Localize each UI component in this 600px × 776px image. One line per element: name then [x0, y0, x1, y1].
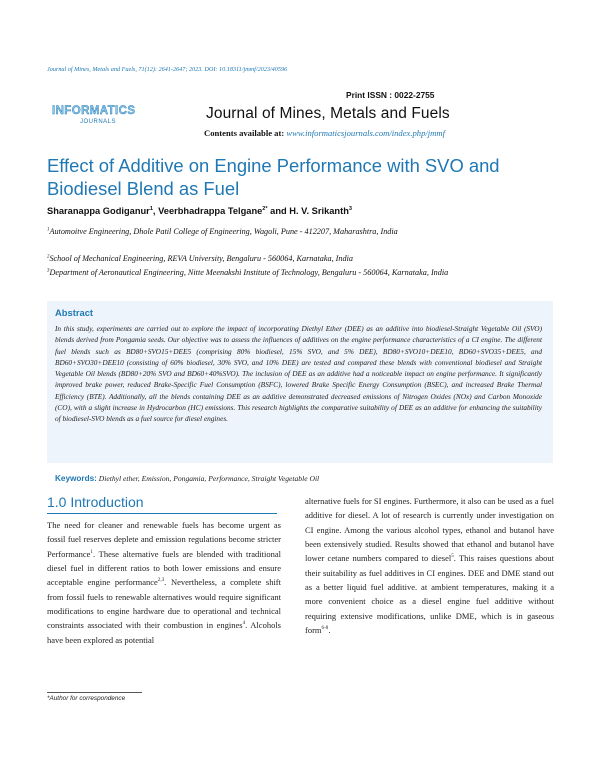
journal-url-link[interactable]: www.informaticsjournals.com/index.php/jmmf — [286, 128, 445, 138]
affiliation-2 — [47, 252, 567, 265]
affiliation-sup: 2 — [47, 254, 50, 260]
body-text-run: . — [328, 625, 331, 636]
affiliation-1 — [47, 225, 567, 238]
body-text-run: . This raises questions about their suitability as fuel additives in CI engines. DEE and DME stand out as a better liquid fuel additive. at ambient temperatures, making it a more convenient choice as a diesel engine fuel additive without requiring extensive modifications, unlike DME, which is in gaseous form — [305, 553, 554, 636]
intro-left-column — [47, 518, 281, 647]
body-text-run: The need for cleaner and renewable fuels has become urgent as fossil fuel reserves deplete and emission regulations become stricter Performance — [47, 520, 281, 559]
author-affiliation-sup: 1 — [149, 205, 153, 212]
keywords-label: Keywords: — [55, 474, 97, 483]
abstract-heading: Abstract — [55, 307, 94, 318]
citation-ref: 1 — [90, 548, 93, 555]
author-name: Sharanappa Godiganur — [47, 206, 150, 216]
footnote-rule — [47, 692, 142, 693]
article-title: Effect of Additive on Engine Performance with SVO and Biodiesel Blend as Fuel — [47, 155, 500, 199]
running-head: Journal of Mines, Metals and Fuels, 71(12): 2641-2647; 2023. DOI: 10.18311/jmmf/2023/40596 — [47, 66, 288, 73]
keywords-line — [55, 474, 545, 483]
citation-ref: 6-8 — [321, 625, 329, 632]
correspondence-footnote: *Author for correspondence — [47, 695, 126, 702]
keywords-value: Diethyl ether, Emission, Pongamia, Performance, Straight Vegetable Oil — [98, 474, 320, 483]
citation-ref: 5 — [451, 553, 454, 560]
abstract-text: In this study, experiments are carried out to explore the impact of incorporating Diethyl Ether (DEE) as an additive into biodiesel-Straight Vegetable Oil (SVO) blends derived from Pongamia seeds. Our objective was to assess the influences of additives on the engine performance characteristics of a CI engine. The different fuel blends such as BD80+SVO15+DEE5 (comprising 80% biodiesel, 15% SVO, and 5% DEE), BD80+SVO10+DEE10, BD60+SVO35+DEE5, and BD60+SVO30+DEE10 (consisting of 60% biodiesel, 30% SVO, and 10% DEE) are tested and compared these blends with conventional biodiesel and Straight Vegetable Oil blends (BD80+20% SVO and BD60+40%SVO). The inclusion of DEE as an additive had a noticeable impact on engine performance. It significantly improved brake power, reduced Brake-Specific Fuel Consumption (BSFC), lowered Brake Specific Energy Consumption (BSEC), and increased Brake Thermal Efficiency (BTE). Additionally, all the blends containing DEE as an additive demonstrated decreased emissions of Nitrogen Oxides (NOx) and Carbon Monoxide (CO), with a slight increase in Hydrocarbon (HC) emissions. This research highlights the comparative suitability of DEE as an additive for enhancing the suitability of biodiesel-SVO blends as a fuel source for diesel engines. — [55, 324, 542, 424]
author-separator: , — [152, 206, 159, 216]
journal-title: Journal of Mines, Metals and Fuels — [206, 105, 450, 122]
affiliation-text: Department of Aeronautical Engineering, Nitte Meenakshi Institute of Technology, Bengaluru - 560064, Karnataka, India — [49, 268, 449, 277]
affiliation-sup: 3 — [47, 268, 50, 274]
logo-text: INFORMATICS — [52, 105, 136, 117]
intro-right-column — [305, 494, 554, 637]
citation-ref: 4 — [242, 620, 246, 627]
author-separator: and — [267, 206, 290, 216]
publisher-logo — [52, 105, 144, 131]
section-heading: 1.0 Introduction — [47, 494, 144, 510]
author-affiliation-sup: 3 — [348, 205, 352, 212]
section-rule — [47, 513, 277, 514]
print-issn: Print ISSN : 0022-2755 — [346, 90, 435, 100]
author-list — [47, 206, 567, 216]
author-name: H. V. Srikanth — [289, 206, 349, 216]
affiliation-text: Automoitve Engineering, Dhole Patil College of Engineering, Wagoli, Pune - 412207, Maharashtra, India — [49, 227, 398, 236]
citation-ref: 2,3 — [157, 577, 165, 584]
affiliation-3 — [47, 266, 567, 279]
author-affiliation-sup: 2* — [262, 205, 268, 212]
affiliation-sup: 1 — [47, 227, 50, 233]
contents-available-line — [204, 128, 445, 138]
body-text-run: . These alternative fuels are blended with traditional diesel fuel in different ratios to both lower emissions and ensure acceptable engine performance — [47, 548, 281, 588]
body-text-run: . Alcohols have been explored as potential — [47, 620, 281, 645]
contents-label: Contents available at: — [204, 128, 285, 138]
body-text-run: . Nevertheless, a complete shift from fossil fuels to renewable alternatives would require significant modifications to engine hardware due to operational and technical constraints associated with their combustion in engines — [47, 577, 282, 631]
logo-subtext: JOURNALS — [80, 119, 117, 125]
body-text-run: alternative fuels for SI engines. Furthermore, it also can be used as a fuel additive for diesel. A lot of research is currently under investigation on CI engine. Among the various alcohol types, ethanol and butanol have been extensively studied. Results showed that ethanol and butanol have lower cetane numbers compared to diesel — [305, 496, 554, 564]
affiliation-text: School of Mechanical Engineering, REVA University, Bengaluru - 560064, Karnataka, India — [49, 254, 353, 263]
author-name: Veerbhadrappa Telgane — [158, 206, 263, 216]
